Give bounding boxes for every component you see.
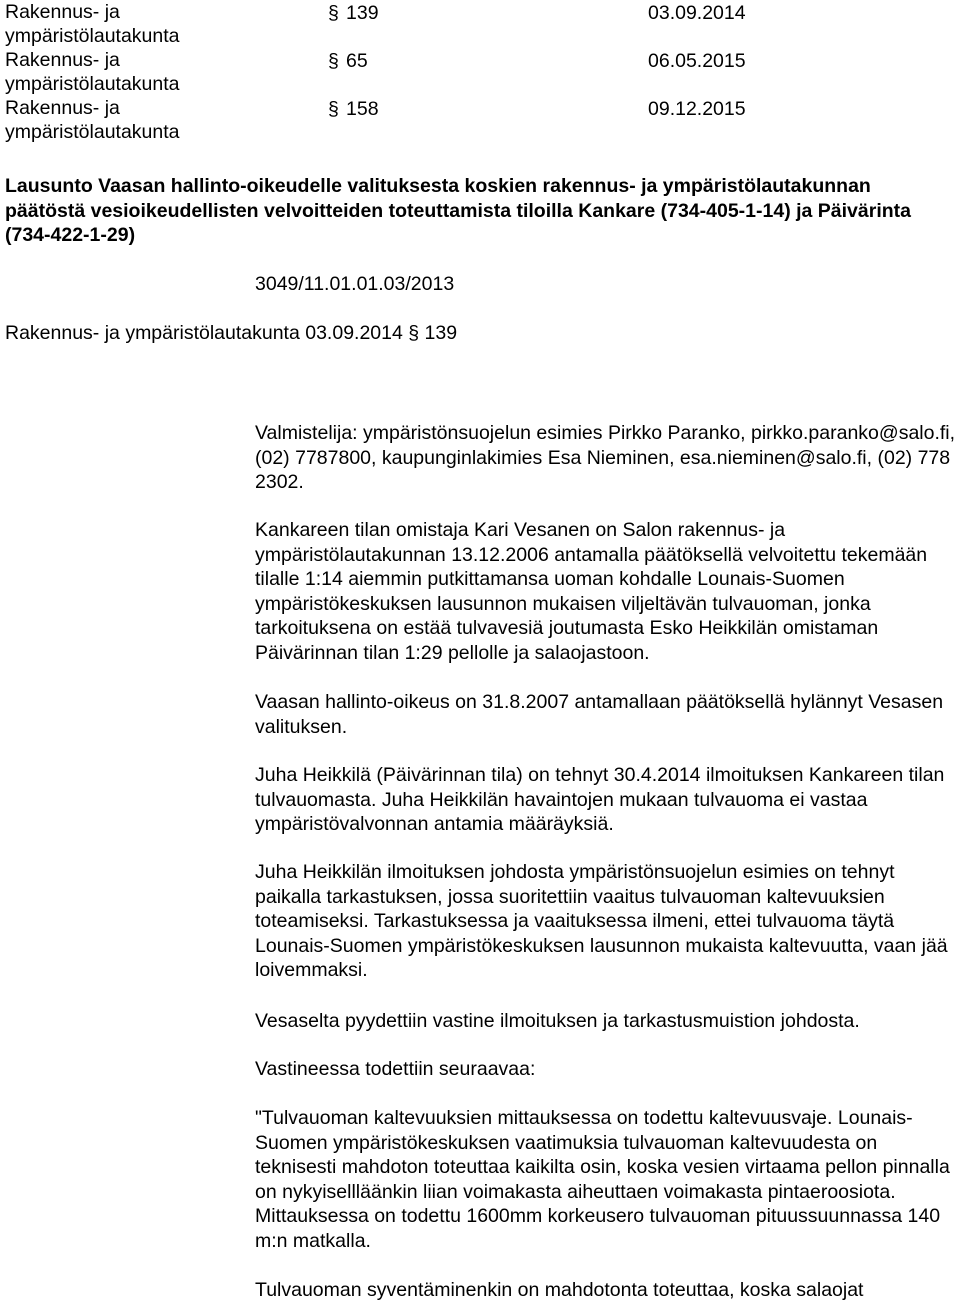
paragraph-text: Tulvauoman syventäminenkin on mahdotonta toteuttaa, koska salaojat	[255, 1279, 864, 1301]
document-title: Lausunto Vaasan hallinto-oikeudelle valituksesta koskien rakennus- ja ympäristölautakunnan päätöstä vesioikeudellisten velvoitteiden toteuttamista tiloilla Kankare (734-405-1-14) ja Päivärinta (734-422-1-29)	[5, 175, 911, 246]
history-date: 09.12.2015	[648, 98, 746, 120]
paragraph-response-request	[255, 1009, 960, 1034]
meeting-body-date: Rakennus- ja ympäristölautakunta 03.09.2014	[5, 322, 403, 344]
section-symbol: §	[328, 2, 339, 24]
meeting-section-number: 139	[424, 322, 458, 344]
paragraph-text: Vastineessa todettiin seuraavaa:	[255, 1058, 536, 1080]
history-section-number: 139	[346, 2, 379, 24]
paragraph-notice	[255, 763, 960, 837]
paragraph-text: "Tulvauoman kaltevuuksien mittauksessa on todettu kaltevuusvaje. Lounais-Suomen ympäristökeskuksen vaatimuksia tulvauoman kaltevuudesta on teknisesti mahdoton toteuttaa kaikilta osin, koska vesien virtaama pellon pinnalla on nykyisellläänkin liian voimakasta aiheuttaen voimakasta pintaeroosiota. Mittauksessa on todettu 1600mm korkeusero tulvauoman pituussuunnassa 140 m:n matkalla.	[255, 1107, 950, 1252]
paragraph-preparer	[255, 421, 960, 495]
paragraph-text: Juha Heikkilän ilmoituksen johdosta ympäristönsuojelun esimies on tehnyt paikalla tarkastuksen, jossa suoritettiin vaaitus tulvauoman kaltevuuksien toteamiseksi. Tarkastuksessa ja vaaituksessa ilmeni, ettei tulvauoma täytä Lounais-Suomen ympäristökeskuksen lausunnon mukaista kaltevuutta, vaan jää loivemmaksi.	[255, 861, 948, 981]
history-date: 06.05.2015	[648, 50, 746, 72]
paragraph-text: Kankareen tilan omistaja Kari Vesanen on Salon rakennus- ja ympäristölautakunnan 13.12.2006 antamalla päätöksellä velvoitettu tekemään tilalle 1:14 aiemmin putkittamansa uoman kohdalle Lounais-Suomen ympäristökeskuksen lausunnon mukaisen viljeltävän tulvauoman, jonka tarkoituksena on estää tulvavesiä joutumasta Esko Heikkilän omistaman Päivärinnan tilan 1:29 pellolle ja salaojastoon.	[255, 519, 928, 664]
history-date: 03.09.2014	[648, 2, 746, 24]
paragraph-inspection	[255, 860, 960, 983]
section-symbol: §	[328, 98, 339, 120]
history-body: Rakennus- ja ympäristölautakunta	[5, 97, 180, 143]
diary-number: 3049/11.01.01.03/2013	[255, 273, 455, 295]
paragraph-text: Juha Heikkilä (Päivärinnan tila) on tehnyt 30.4.2014 ilmoituksen Kankareen tilan tulvauomasta. Juha Heikkilän havaintojen mukaan tulvauoma ei vastaa ympäristövalvonnan antamia määräyksiä.	[255, 764, 945, 835]
paragraph-continued	[255, 1278, 960, 1303]
paragraph-background	[255, 518, 960, 665]
paragraph-response-intro	[255, 1057, 960, 1082]
history-body: Rakennus- ja ympäristölautakunta	[5, 1, 180, 47]
paragraph-text: Vesaselta pyydettiin vastine ilmoituksen ja tarkastusmuistion johdosta.	[255, 1010, 860, 1032]
paragraph-text: Valmistelija: ympäristönsuojelun esimies Pirkko Paranko, pirkko.paranko@salo.fi, (02) 7787800, kaupunginlakimies Esa Nieminen, esa.nieminen@salo.fi, (02) 778 2302.	[255, 422, 956, 493]
history-section-number: 158	[346, 98, 379, 120]
section-symbol: §	[328, 50, 339, 72]
meeting-line	[5, 321, 457, 345]
paragraph-court	[255, 690, 960, 739]
paragraph-response-quote	[255, 1106, 960, 1253]
section-symbol: §	[408, 322, 420, 344]
history-section-number: 65	[346, 50, 368, 72]
paragraph-text: Vaasan hallinto-oikeus on 31.8.2007 antamallaan päätöksellä hylännyt Vesasen valituksen.	[255, 691, 944, 738]
history-body: Rakennus- ja ympäristölautakunta	[5, 49, 180, 95]
